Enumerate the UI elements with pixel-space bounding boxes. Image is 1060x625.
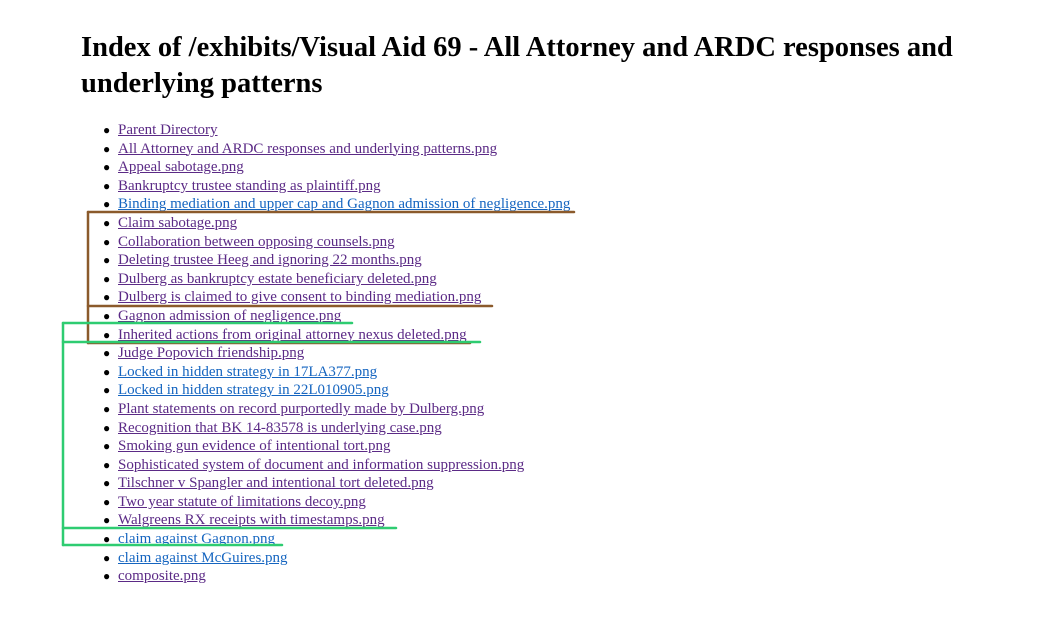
list-item [103,177,570,196]
list-item [103,567,570,586]
file-link[interactable]: claim against McGuires.png [118,549,288,566]
file-link[interactable]: Binding mediation and upper cap and Gagnon admission of negligence.png [118,196,571,213]
bullet-icon: ● [103,271,111,286]
file-link[interactable]: Bankruptcy trustee standing as plaintiff.png [118,177,381,194]
bullet-icon: ● [103,123,111,137]
list-item [103,530,570,549]
file-link[interactable]: claim against Gagnon.png [118,531,276,548]
list-item [103,233,570,252]
bullet-icon: ● [103,476,111,491]
file-link[interactable]: Plant statements on record purportedly made by Dulberg.png [118,400,485,417]
file-link[interactable]: Two year statute of limitations decoy.png [118,493,366,510]
bullet-icon: ● [103,383,111,398]
file-link[interactable]: Sophisticated system of document and information suppression.png [118,456,525,473]
list-item [103,251,570,270]
list-item [103,437,570,456]
file-link[interactable]: Recognition that BK 14-83578 is underlying case.png [118,419,442,436]
bullet-icon: ● [103,327,111,342]
list-item [103,456,570,475]
bullet-icon: ● [103,160,111,175]
bullet-icon: ● [103,513,111,528]
bullet-icon: ● [103,569,111,584]
bullet-icon: ● [103,141,111,156]
bullet-icon: ● [103,532,111,547]
bullet-icon: ● [103,234,111,249]
bullet-icon: ● [103,290,111,305]
list-item [103,511,570,530]
list-item [103,381,570,400]
list-item [103,326,570,345]
file-link[interactable]: Judge Popovich friendship.png [118,345,305,362]
file-link[interactable]: Appeal sabotage.png [118,159,244,176]
bullet-icon: ● [103,253,111,268]
file-link[interactable]: Collaboration between opposing counsels.png [118,233,395,250]
list-item [103,493,570,512]
file-link[interactable]: Inherited actions from original attorney nexus deleted.png [118,326,467,343]
file-link[interactable]: Locked in hidden strategy in 17LA377.png [118,363,378,380]
bullet-icon: ● [103,420,111,435]
page-title: Index of /exhibits/Visual Aid 69 - All Attorney and ARDC responses and underlying patterns [81,32,953,99]
list-item [103,288,570,307]
list-item [103,363,570,382]
file-link[interactable]: Dulberg is claimed to give consent to binding mediation.png [118,289,482,306]
file-link[interactable]: composite.png [118,568,206,585]
file-link[interactable]: Walgreens RX receipts with timestamps.png [118,512,385,529]
directory-listing [103,121,571,586]
file-link[interactable]: Gagnon admission of negligence.png [118,307,342,324]
list-item [103,474,570,493]
bullet-icon: ● [103,457,111,472]
bullet-icon: ● [103,197,111,212]
bullet-icon: ● [103,550,111,565]
list-item [103,270,570,289]
list-item [103,549,570,568]
bullet-icon: ● [103,215,111,230]
bullet-icon: ● [103,364,111,379]
bullet-icon: ● [103,178,111,193]
list-item [103,419,570,438]
list-item [103,344,570,363]
file-link[interactable]: Locked in hidden strategy in 22L010905.png [118,382,389,399]
list-item [103,195,571,214]
bullet-icon: ● [103,308,111,323]
bullet-icon: ● [103,439,111,454]
bullet-icon: ● [103,494,111,509]
file-link[interactable]: Dulberg as bankruptcy estate beneficiary deleted.png [118,270,437,287]
file-link[interactable]: Claim sabotage.png [118,214,238,231]
file-link[interactable]: All Attorney and ARDC responses and underlying patterns.png [118,140,498,157]
file-link[interactable]: Tilschner v Spangler and intentional tort deleted.png [118,475,434,492]
list-item [103,158,570,177]
file-link[interactable]: Smoking gun evidence of intentional tort.png [118,438,391,455]
bullet-icon: ● [103,346,111,361]
bullet-icon: ● [103,401,111,416]
list-item [103,307,570,326]
list-item [103,214,570,233]
list-item [103,400,570,419]
list-item [103,121,570,140]
list-item [103,140,570,159]
parent-directory-link[interactable]: Parent Directory [118,122,218,138]
file-link[interactable]: Deleting trustee Heeg and ignoring 22 months.png [118,252,422,269]
